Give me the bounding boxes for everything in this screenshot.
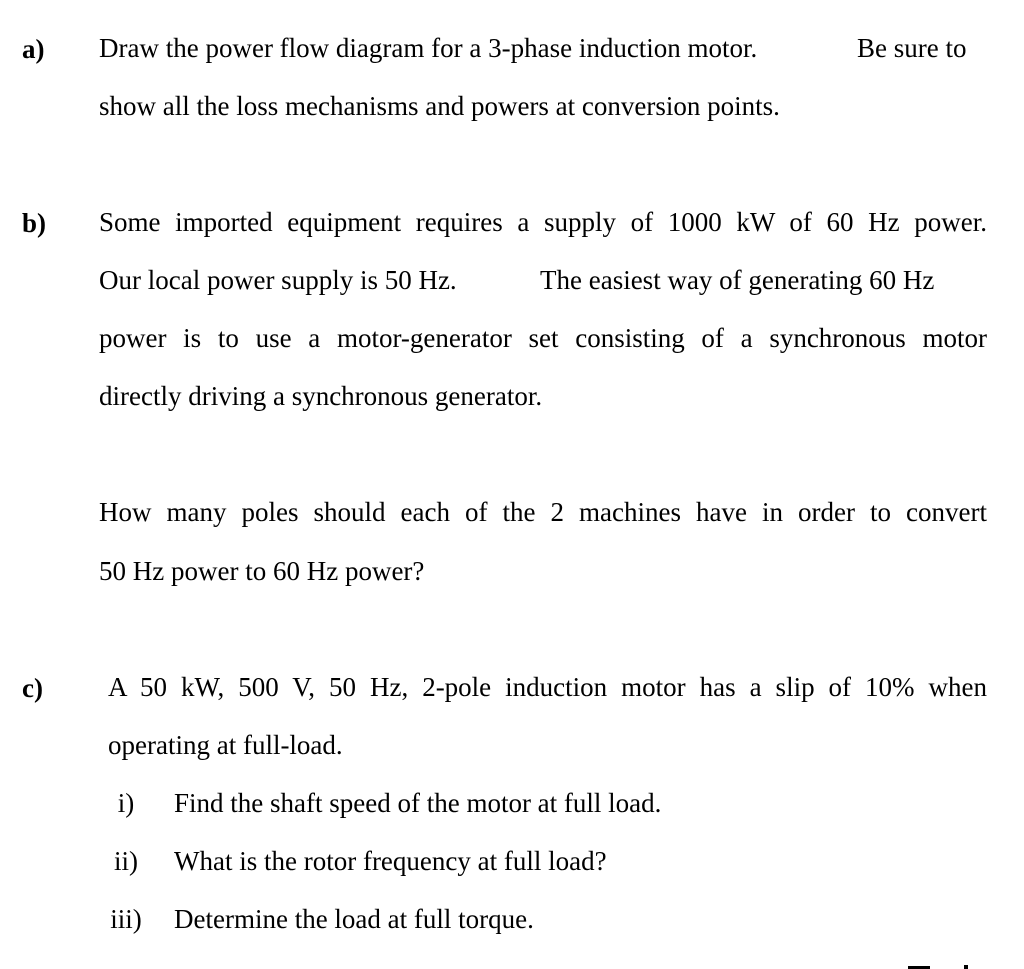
question-b-line-5: How many poles should each of the 2 machines have in order to convert	[99, 497, 987, 527]
question-c-line-2: operating at full-load.	[108, 730, 343, 760]
cropped-text-fragment	[964, 965, 968, 969]
question-a-line-1b: Be sure to	[857, 33, 967, 63]
question-c-part-iii-text: Determine the load at full torque.	[174, 904, 534, 934]
question-c-part-ii-label: ii)	[114, 846, 138, 876]
question-b-label: b)	[22, 208, 47, 238]
question-c-line-1: A 50 kW, 500 V, 50 Hz, 2-pole induction motor has a slip of 10% when	[108, 672, 987, 702]
question-c-part-iii-label: iii)	[110, 904, 142, 934]
question-a-line-1: Draw the power flow diagram for a 3-phase induction motor.	[99, 33, 758, 63]
question-c-part-i-text: Find the shaft speed of the motor at full load.	[174, 788, 662, 818]
question-a-label: a)	[22, 34, 45, 64]
question-c-part-i-label: i)	[117, 788, 135, 818]
question-b-line-1: Some imported equipment requires a supply of 1000 kW of 60 Hz power.	[99, 207, 987, 237]
question-b-line-6: 50 Hz power to 60 Hz power?	[99, 556, 425, 586]
question-b-line-2b: The easiest way of generating 60 Hz	[540, 265, 935, 295]
question-b-line-3: power is to use a motor-generator set consisting of a synchronous motor	[99, 323, 987, 353]
question-b-line-2a: Our local power supply is 50 Hz.	[99, 265, 457, 295]
question-c-label: c)	[22, 673, 43, 703]
question-c-part-ii-text: What is the rotor frequency at full load?	[174, 846, 607, 876]
question-b-line-4: directly driving a synchronous generator.	[99, 381, 543, 411]
question-a-line-2: show all the loss mechanisms and powers at conversion points.	[99, 91, 780, 121]
